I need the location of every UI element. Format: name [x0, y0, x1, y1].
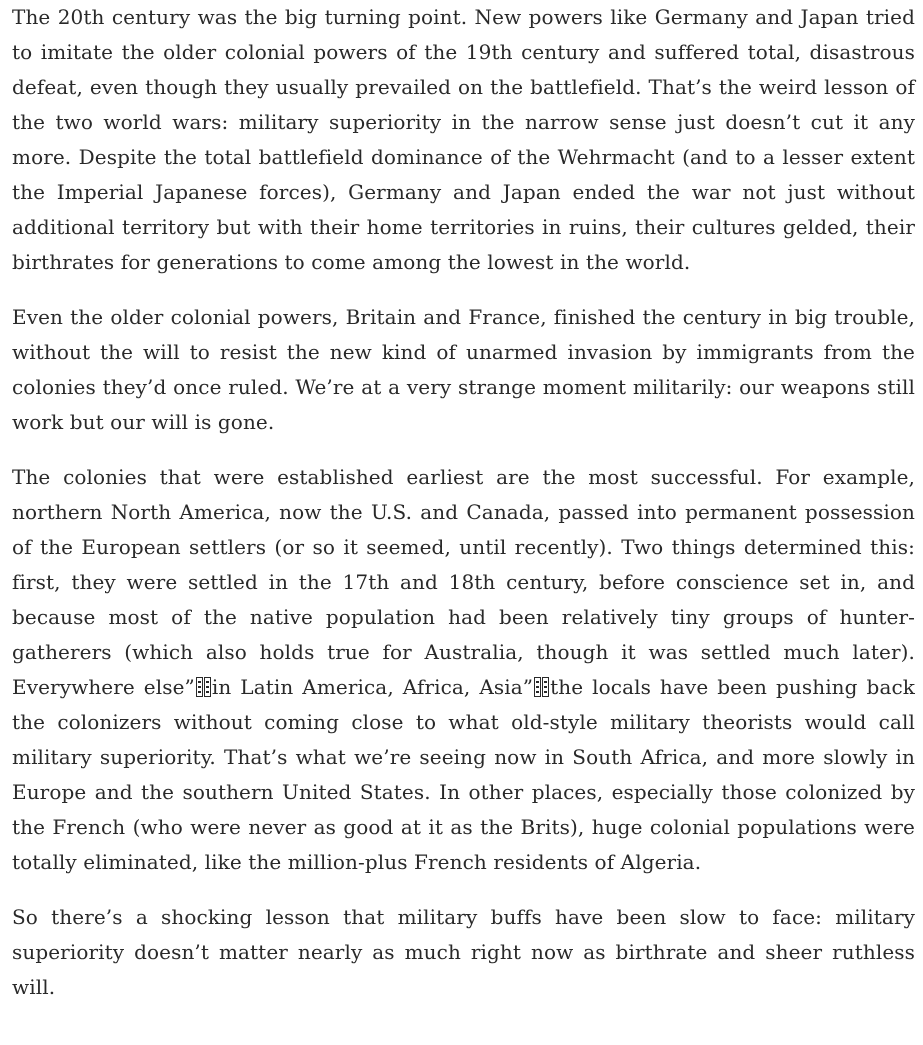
missing-glyph-icon — [196, 677, 203, 697]
paragraph-2: Even the older colonial powers, Britain and France, finished the century in big trouble, without the will to resist the new kind of unarmed invasion by immigrants from the colonies they’d once ruled. We’re at a very strange moment militarily: our weapons still work but our will is gone. — [12, 305, 915, 434]
missing-glyph-icon — [534, 677, 541, 697]
paragraph-3-segment-1: The colonies that were established earliest are the most successful. For example, northern North America, now the U.S. and Canada, passed into permanent possession of the European settlers (or so it seemed, until recently). Two things determined this: first, they were settled in the 17th and 18th century, before conscience set in, and because most of the native population had been relatively tiny groups of hunter-gatherers (which also holds true for Australia, though it was settled much later). Everywhere else” — [12, 465, 915, 699]
paragraph-3-segment-3: the locals have been pushing back the colonizers without coming close to what old-style military theorists would call military superiority. That’s what we’re seeing now in South Africa, and more slowly in Europe and the southern United States. In other places, especially those colonized by the French (who were never as good at it as the Brits), huge colonial populations were totally eliminated, like the million-plus French residents of Algeria. — [12, 675, 915, 874]
paragraph-3-segment-2: in Latin America, Africa, Asia” — [211, 675, 534, 699]
missing-glyph-icon — [542, 677, 549, 697]
paragraph-4: So there’s a shocking lesson that military buffs have been slow to face: military superiority doesn’t matter nearly as much right now as birthrate and sheer ruthless will. — [12, 905, 915, 999]
paragraph-1: The 20th century was the big turning point. New powers like Germany and Japan tried to imitate the older colonial powers of the 19th century and suffered total, disastrous defeat, even though they usually prevailed on the battlefield. That’s the weird lesson of the two world wars: military superiority in the narrow sense just doesn’t cut it any more. Despite the total battlefield dominance of the Wehrmacht (and to a lesser extent the Imperial Japanese forces), Germany and Japan ended the war not just without additional territory but with their home territories in ruins, their cultures gelded, their birthrates for generations to come among the lowest in the world. — [12, 5, 915, 274]
missing-glyph-icon — [204, 677, 211, 697]
paragraph-3 — [12, 460, 915, 880]
